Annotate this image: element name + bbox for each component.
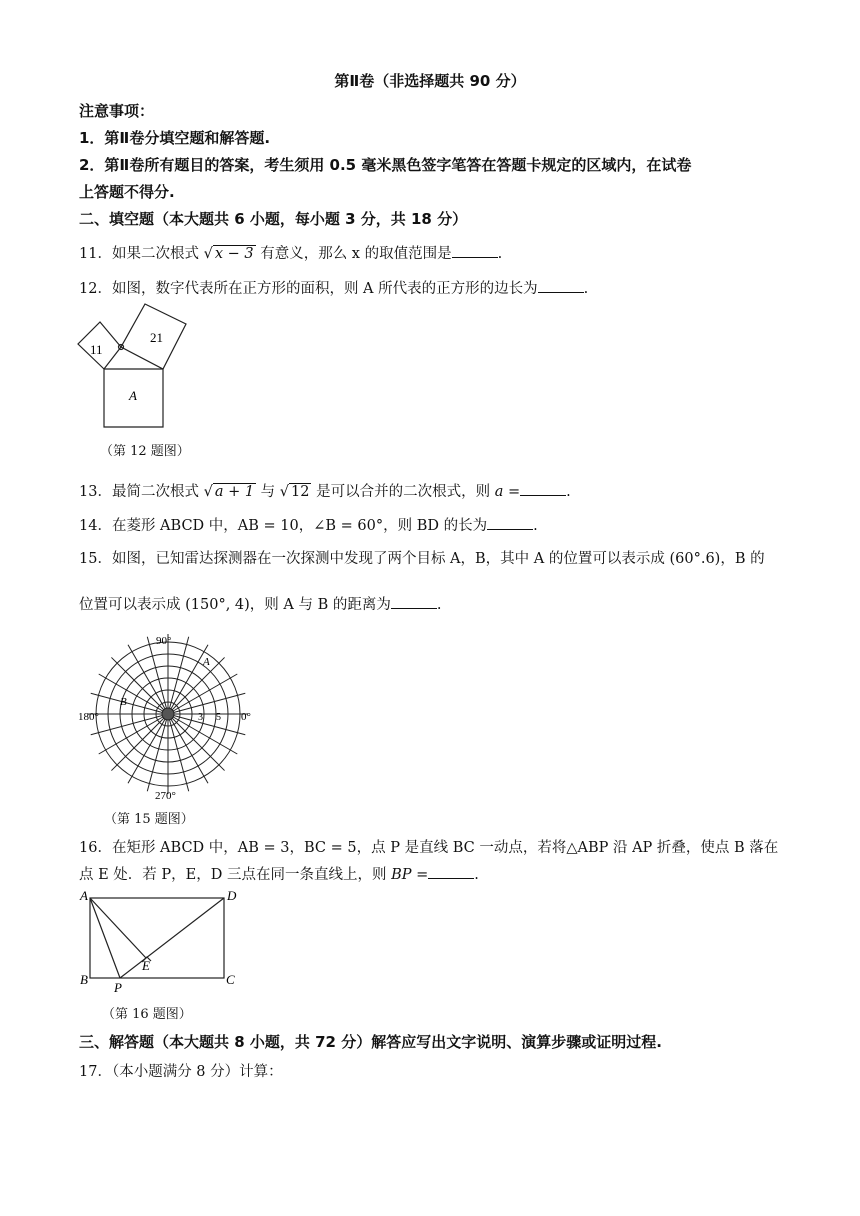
radar-spoke — [168, 693, 245, 714]
radar-label-180: 180° — [78, 711, 99, 723]
q12-label-21: 21 — [150, 330, 163, 345]
notice-item-2: 2．第Ⅱ卷所有题目的答案，考生须用 0.5 毫米黑色签字笔答在答题卡规定的区域内，在试卷 — [79, 156, 692, 174]
radar-spoke — [168, 637, 189, 714]
question-16: 16．在矩形 ABCD 中，AB = 3，BC = 5，点 P 是直线 BC 一动点，若将△ABP 沿 AP 折叠，使点 B 落在 — [79, 840, 779, 856]
radar-spoke — [147, 637, 168, 714]
q11-rest: 有意义，那么 x 的取值范围是 — [260, 246, 452, 262]
radar-grid — [88, 634, 248, 794]
radar-label-3: 3 — [198, 712, 203, 723]
q13-lhs: a = — [494, 484, 521, 500]
q16-label-c: C — [226, 972, 235, 987]
radar-spoke — [91, 693, 168, 714]
q13-prefix: 13．最简二次根式 — [79, 484, 199, 500]
notice-heading: 注意事项： — [79, 102, 155, 120]
q16-line-pd — [120, 898, 224, 978]
q12-caption: （第 12 题图） — [100, 444, 190, 459]
page-title: 第Ⅱ卷（非选择题共 90 分） — [334, 72, 526, 90]
q11-end: . — [497, 246, 503, 262]
radar-label-b: B — [120, 696, 127, 708]
radar-spoke — [91, 714, 168, 735]
radar-label-270: 270° — [155, 790, 176, 802]
radar-label-90: 90° — [156, 635, 172, 647]
q13-rest: 是可以合并的二次根式，则 — [316, 484, 491, 500]
q16-label-b: B — [80, 972, 88, 987]
question-11 — [79, 242, 502, 263]
q13-mid: 与 — [260, 484, 276, 500]
q16-label-e: E — [142, 958, 150, 973]
q13-radical-1: √ a + 1 — [203, 484, 255, 500]
radar-spoke — [168, 714, 245, 735]
question-16-cont — [79, 863, 479, 884]
notice-item-1: 1．第Ⅱ卷分填空题和解答题. — [79, 129, 271, 147]
q16-line-ap — [90, 898, 120, 978]
q16-lhs: BP = — [391, 867, 429, 883]
q12-label-a: A — [129, 388, 137, 403]
q16-line-ae — [90, 898, 146, 958]
q12-blank — [538, 280, 584, 293]
q13-end: . — [566, 484, 571, 500]
q13-radicand-2: 12 — [291, 484, 310, 500]
q16-figure — [74, 886, 244, 998]
question-15-cont — [79, 593, 441, 614]
q15-end: . — [436, 597, 442, 613]
q15-text: 位置可以表示成 (150°, 4)，则 A 与 B 的距离为 — [79, 597, 391, 613]
q11-radical: √ x − 3 — [203, 246, 254, 262]
radar-spoke — [168, 714, 189, 791]
q16-blank — [428, 866, 474, 879]
notice-item-2-cont: 上答题不得分. — [79, 183, 175, 201]
question-12 — [79, 277, 588, 298]
radar-center — [162, 708, 174, 720]
q16-text: 点 E 处．若 P，E，D 三点在同一条直线上，则 — [79, 867, 387, 883]
q13-blank — [520, 483, 566, 496]
q15-blank — [391, 596, 437, 609]
q15-radar-figure — [76, 630, 266, 802]
q12-label-11: 11 — [90, 342, 103, 357]
question-15: 15．如图，已知雷达探测器在一次探测中发现了两个目标 A，B，其中 A 的位置可以表示成 (60°.6)，B 的 — [79, 551, 765, 567]
q13-radicand-1: a + 1 — [214, 484, 255, 500]
q16-caption: （第 16 题图） — [102, 1007, 192, 1022]
radar-label-a: A — [203, 656, 210, 668]
q12-figure — [72, 302, 202, 434]
question-14 — [79, 514, 538, 535]
q14-end: . — [533, 518, 538, 534]
q11-radicand: x − 3 — [214, 246, 254, 262]
radar-label-5: 5 — [216, 712, 221, 723]
q16-label-p: P — [114, 980, 122, 995]
q12-text: 12．如图，数字代表所在正方形的面积，则 A 所代表的正方形的边长为 — [79, 281, 538, 297]
q14-blank — [487, 517, 533, 530]
q11-blank — [452, 245, 498, 258]
q11-prefix: 11．如果二次根式 — [79, 246, 199, 262]
radar-spoke — [147, 714, 168, 791]
q16-end: . — [474, 867, 479, 883]
q16-label-a: A — [80, 888, 88, 903]
section-2-heading: 二、填空题（本大题共 6 小题，每小题 3 分，共 18 分） — [79, 210, 468, 228]
q12-end: . — [583, 281, 589, 297]
question-13 — [79, 480, 571, 501]
q15-caption: （第 15 题图） — [104, 812, 194, 827]
q16-label-d: D — [227, 888, 237, 903]
q13-radical-2: √ 12 — [279, 484, 310, 500]
section-3-heading: 三、解答题（本大题共 8 小题，共 72 分）解答应写出文字说明、演算步骤或证明过程. — [79, 1033, 662, 1051]
question-17: 17．（本小题满分 8 分）计算： — [79, 1064, 283, 1080]
q16-rectangle — [90, 898, 224, 978]
q14-text: 14．在菱形 ABCD 中，AB = 10，∠B = 60°，则 BD 的长为 — [79, 518, 488, 534]
radar-label-0: 0° — [241, 711, 251, 723]
